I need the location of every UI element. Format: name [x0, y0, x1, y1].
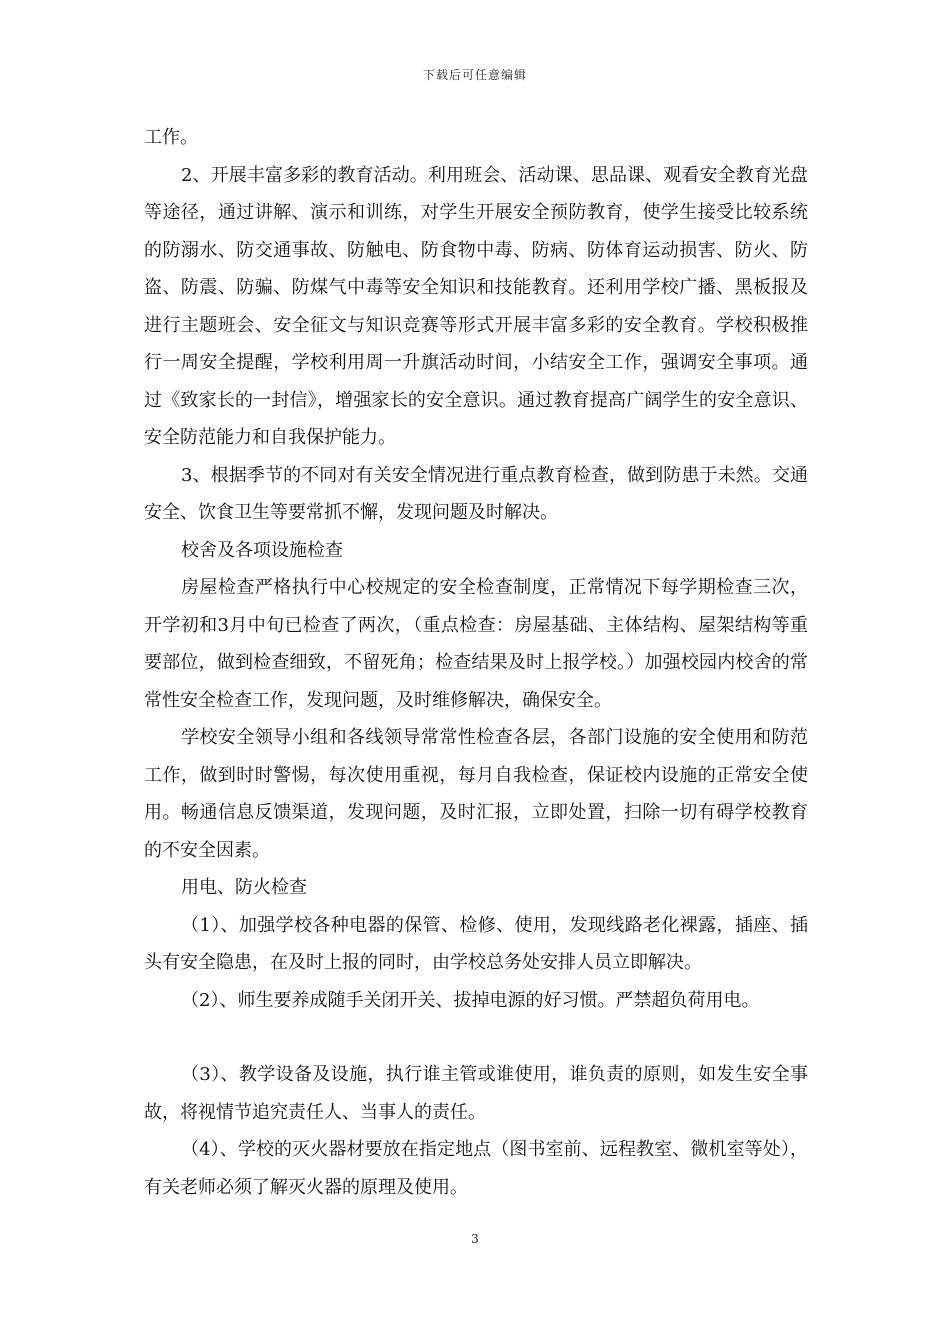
page-number: 3 — [471, 1232, 479, 1246]
paragraph-building-inspection: 房屋检查严格执行中心校规定的安全检查制度，正常情况下每学期检查三次，开学初和3月中旬已检查了两次，（重点检查：房屋基础、主体结构、屋架结构等重要部位，做到检查细致，不留死角；检查结果及时上报学校。）加强校园内校舍的常常性安全检查工作，发现问题，及时维修解决，确保安全。 — [144, 577, 808, 711]
document-body — [144, 119, 808, 1206]
paragraph-item-3: 3、根据季节的不同对有关安全情况进行重点教育检查，做到防患于未然。交通安全、饮食卫生等要常抓不懈，发现问题及时解决。 — [144, 464, 808, 523]
section-heading-electricity-fire: 用电、防火检查 — [181, 877, 307, 898]
paragraph-item-2: 2、开展丰富多彩的教育活动。利用班会、活动课、思品课、观看安全教育光盘等途径，通过讲解、演示和训练，对学生开展安全预防教育，使学生接受比较系统的防溺水、防交通事故、防触电、防食物中毒、防病、防体育运动损害、防火、防盗、防震、防骗、防煤气中毒等安全知识和技能教育。还利用学校广播、黑板报及进行主题班会、安全征文与知识竞赛等形式开展丰富多彩的安全教育。学校积极推行一周安全提醒，学校利用周一升旗活动时间，小结安全工作，强调安全事项。通过《致家长的一封信》，增强家长的安全意识。通过教育提高广阔学生的安全意识、安全防范能力和自我保护能力。 — [144, 164, 808, 448]
page-header: 下载后可任意编辑 — [422, 68, 527, 82]
paragraph-fire-item-4: （4）、学校的灭火器材要放在指定地点（图书室前、远程教室、微机室等处），有关老师必须了解灭火器的原理及使用。 — [144, 1139, 808, 1198]
paragraph-fire-item-1: （1）、加强学校各种电器的保管、检修、使用，发现线路老化裸露，插座、插头有安全隐患，在及时上报的同时，由学校总务处安排人员立即解决。 — [144, 914, 808, 973]
paragraph-safety-leadership: 学校安全领导小组和各线领导常常性检查各层，各部门设施的安全使用和防范工作，做到时时警惕，每次使用重视，每月自我检查，保证校内设施的正常安全使用。畅通信息反馈渠道，发现问题，及时汇报，立即处置，扫除一切有碍学校教育的不安全因素。 — [144, 727, 808, 861]
section-heading-facilities: 校舍及各项设施检查 — [181, 539, 343, 561]
paragraph-fire-item-3: （3）、教学设备及设施，执行谁主管或谁使用，谁负责的原则，如发生安全事故，将视情节追究责任人、当事人的责任。 — [144, 1064, 808, 1123]
paragraph-fire-item-2: （2）、师生要养成随手关闭开关、拔掉电源的好习惯。严禁超负荷用电。 — [181, 989, 760, 1011]
paragraph-continuation: 工作。 — [144, 127, 198, 148]
